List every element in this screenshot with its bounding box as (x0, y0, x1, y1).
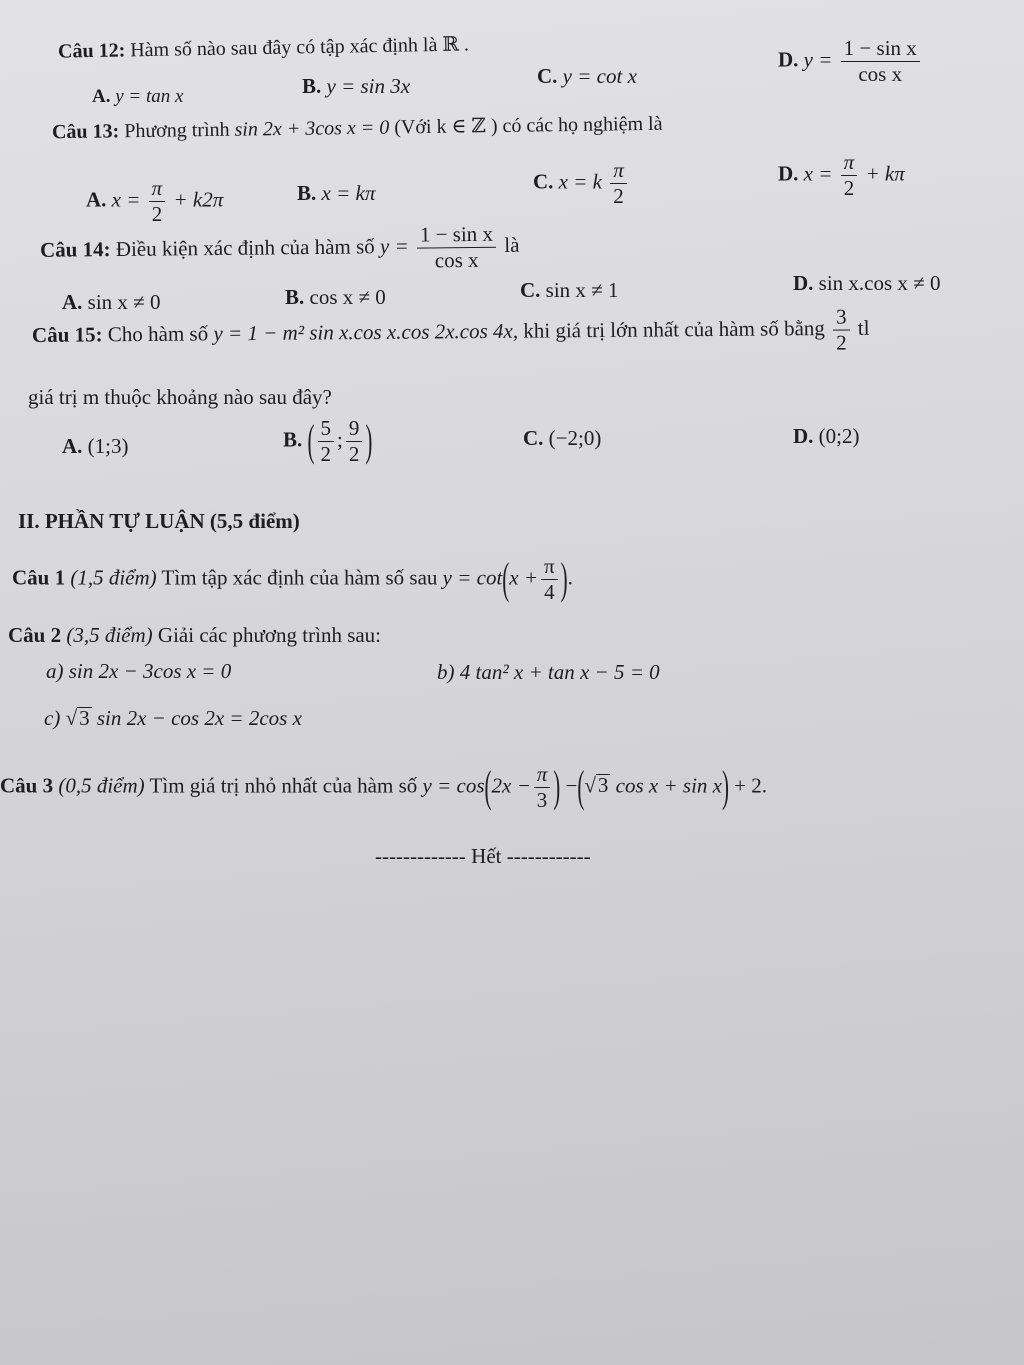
q12-option-d: D. y = $\frac{\text{1 − sin x}}{\text{cos x}}$ (778, 38, 923, 85)
end-marker: ------------- Hết ------------ (375, 844, 591, 868)
q13-option-c: C. x = k $\frac{\pi}{2}$ (533, 160, 630, 207)
q12-label: Câu 12: (57, 39, 126, 63)
essay-q1: Câu 1 (1,5 điểm) Tìm tập xác định của hàm số sau y = cot(x + $\frac{\pi}{4}$ ). (12, 553, 573, 604)
q12-option-a: A. y = tan x (92, 86, 184, 107)
q15-line2: giá trị m thuộc khoảng nào sau đây? (28, 385, 332, 409)
q13-option-a: A. x = $\frac{\pi}{2}$ + k2π (86, 176, 224, 226)
q12-text: Hàm số nào sau đây có tập xác định là ℝ . (130, 33, 470, 62)
q15-title: Câu 15: Cho hàm số y = 1 − m² sin x.cos x.cos 2x.cos 4x, khi giá trị lớn nhất của hàm số bằng $\frac{3}{2}$ tl (31, 304, 870, 355)
q13-option-d: D. x = $\frac{\pi}{2}$ + kπ (778, 150, 905, 200)
q15-option-b: B. ( $\frac{5}{2}$ ; $\frac{9}{2}$ ) (283, 415, 373, 466)
essay-q2-a: a) sin 2x − 3cos x = 0 (46, 659, 232, 683)
q12-option-b: B. y = sin 3x (302, 74, 411, 98)
q12-option-c: C. y = cot x (537, 64, 637, 88)
q14-title: Câu 14: Điều kiện xác định của hàm số y = $\frac{\text{1 − sin x}}{\text{cos x}}$ là (39, 221, 520, 273)
q15-option-c: C. (−2;0) (523, 426, 602, 450)
q14-fraction: $\frac{\text{1 − sin x}}{\text{cos x}}$ (417, 224, 497, 272)
q14-option-b: B. cos x ≠ 0 (285, 285, 386, 309)
essay-q2: Câu 2 (3,5 điểm) Giải các phương trình sau: (8, 623, 382, 647)
essay-q3: Câu 3 (0,5 điểm) Tìm giá trị nhỏ nhất của hàm số y = cos(2x − $\frac{\pi}{3}$ ) −(√3 cos x + sin x) + 2. (0, 761, 768, 812)
q14-option-a: A. sin x ≠ 0 (62, 290, 161, 314)
q14-option-c: C. sin x ≠ 1 (520, 278, 619, 302)
q14-option-d: D. sin x.cos x ≠ 0 (793, 271, 941, 295)
q12-d-fraction: $\frac{\text{1 − sin x}}{\text{cos x}}$ (841, 38, 920, 85)
part2-heading: II. PHẦN TỰ LUẬN (5,5 điểm) (18, 509, 300, 533)
essay-q2-c: c) √3 sin 2x − cos 2x = 2cos x (44, 706, 302, 730)
q13-option-b: B. x = kπ (297, 181, 376, 205)
q13-title: Câu 13: Phương trình sin 2x + 3cos x = 0 (Với k ∈ ℤ ) có các họ nghiệm là (51, 112, 663, 144)
essay-q2-b: b) 4 tan² x + tan x − 5 = 0 (437, 660, 660, 684)
q12-title (58, 34, 469, 61)
q15-option-a: A. (1;3) (62, 434, 129, 458)
q15-option-d: D. (0;2) (793, 424, 860, 448)
